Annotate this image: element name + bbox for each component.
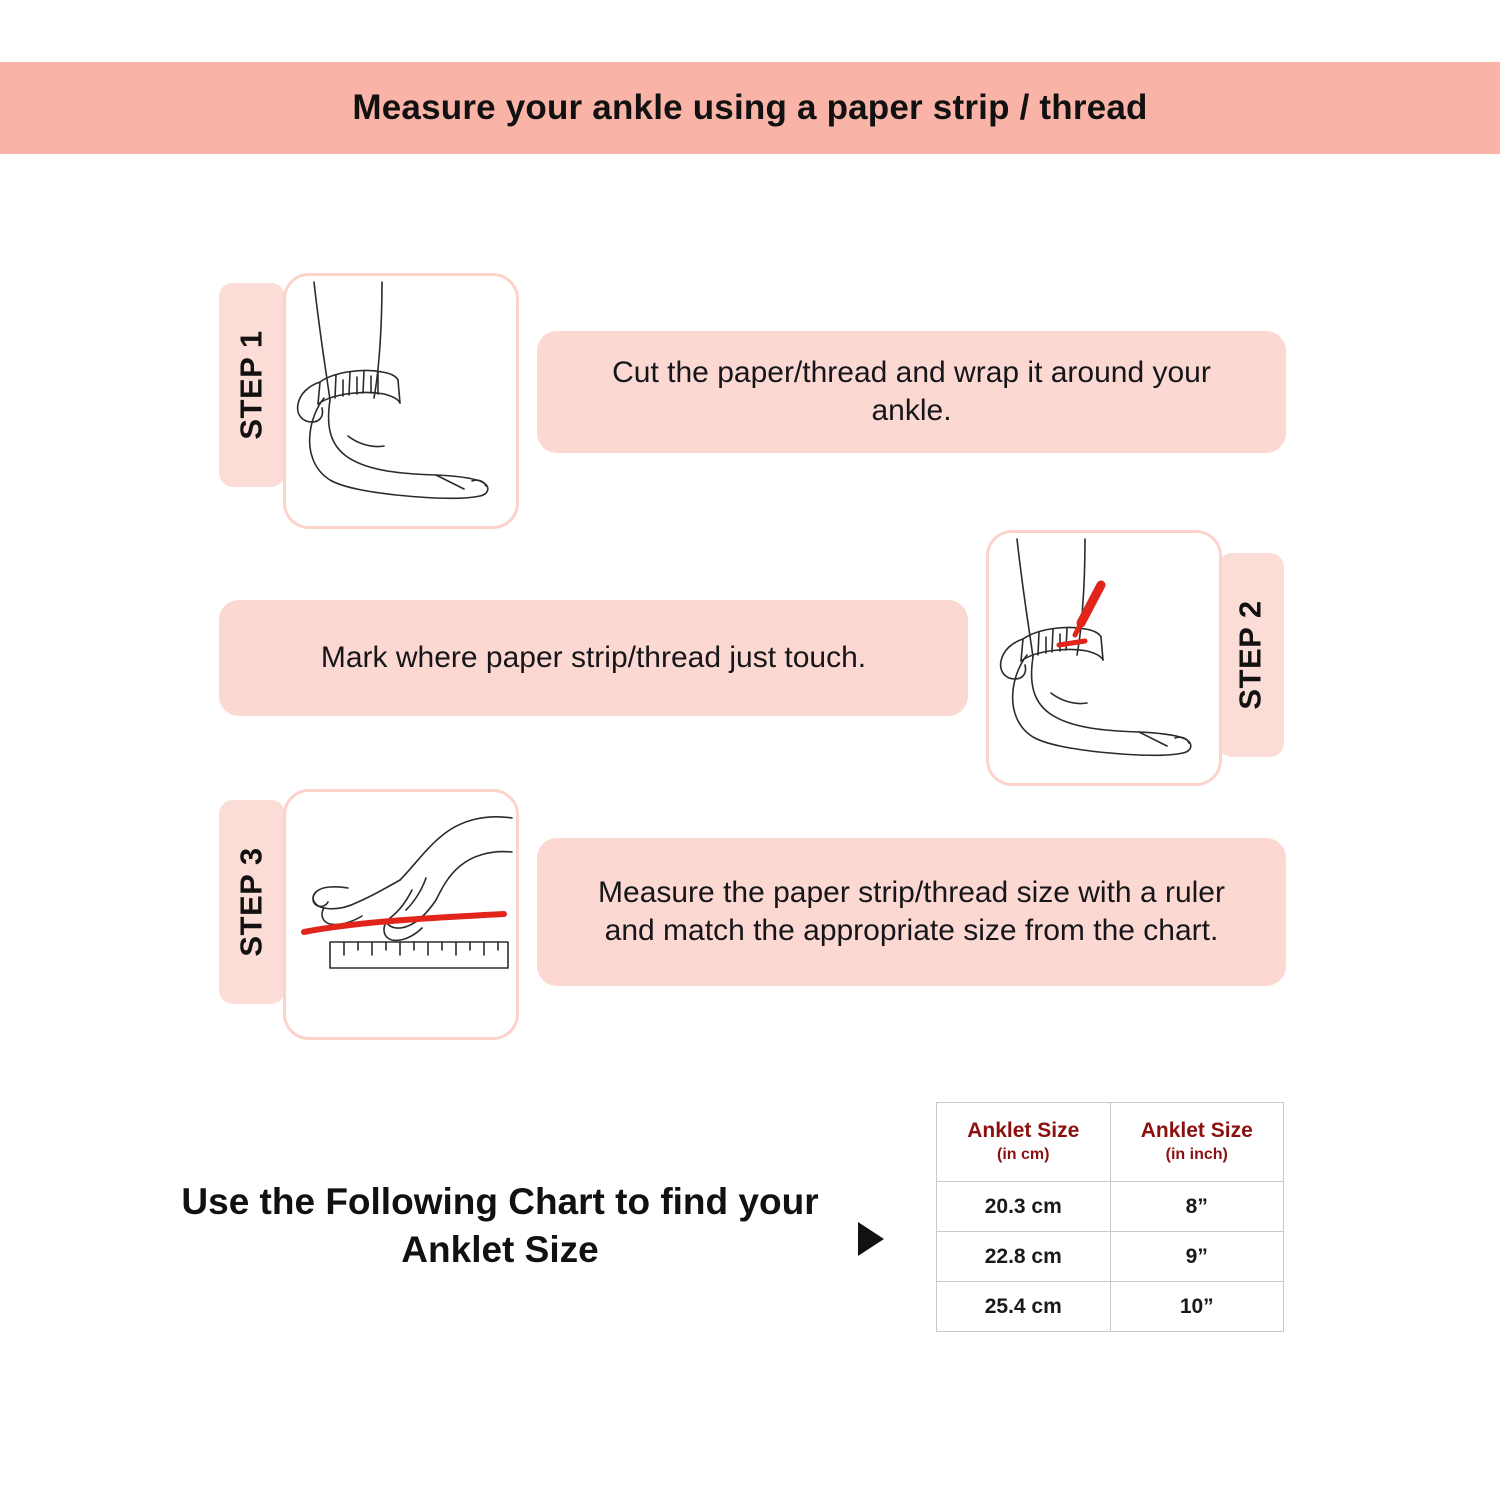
- table-header-row: [937, 1103, 1284, 1182]
- chart-heading: Use the Following Chart to find your Anklet Size: [181, 1181, 819, 1271]
- foot-with-marker-icon: [989, 533, 1219, 783]
- table-header-cm: [937, 1103, 1111, 1182]
- header-sub-cm: (in cm): [997, 1146, 1050, 1164]
- header-title-cm: Anklet Size: [967, 1119, 1080, 1143]
- step-1-tab: [219, 283, 285, 487]
- step-2-illustration: [986, 530, 1222, 786]
- step-1-label: STEP 1: [234, 330, 270, 440]
- cell-inch: 9”: [1110, 1232, 1284, 1282]
- step-3-label: STEP 3: [234, 847, 270, 957]
- table-row: [937, 1182, 1284, 1232]
- cell-cm: 25.4 cm: [937, 1282, 1111, 1332]
- anklet-size-table: [936, 1102, 1284, 1332]
- step-3-text: Measure the paper strip/thread size with a ruler and match the appropriate size from the chart.: [598, 875, 1225, 947]
- step-1-text-bubble: [537, 331, 1286, 453]
- step-3-tab: [219, 800, 285, 1004]
- step-2-tab: [1218, 553, 1284, 757]
- step-3-text-bubble: [537, 838, 1286, 986]
- foot-with-measuring-tape-icon: [286, 276, 516, 526]
- cell-inch: 10”: [1110, 1282, 1284, 1332]
- header-band: [0, 62, 1500, 154]
- step-2-text: Mark where paper strip/thread just touch.: [320, 640, 867, 674]
- cell-cm: 20.3 cm: [937, 1182, 1111, 1232]
- step-3-illustration: [283, 789, 519, 1040]
- cell-inch: 8”: [1110, 1182, 1284, 1232]
- step-1-illustration: [283, 273, 519, 529]
- hand-with-ruler-icon: [286, 792, 516, 1037]
- table-header-inch: [1110, 1103, 1284, 1182]
- header-title-inch: Anklet Size: [1140, 1119, 1253, 1143]
- table-row: [937, 1282, 1284, 1332]
- page-title: Measure your ankle using a paper strip / thread: [352, 88, 1148, 127]
- step-2-text-bubble: [219, 600, 968, 716]
- step-2-label: STEP 2: [1233, 600, 1269, 710]
- cell-cm: 22.8 cm: [937, 1232, 1111, 1282]
- right-triangle-arrow-icon: [858, 1222, 884, 1256]
- table-row: [937, 1232, 1284, 1282]
- header-sub-inch: (in inch): [1165, 1146, 1228, 1164]
- step-1-text: Cut the paper/thread and wrap it around your ankle.: [612, 355, 1211, 427]
